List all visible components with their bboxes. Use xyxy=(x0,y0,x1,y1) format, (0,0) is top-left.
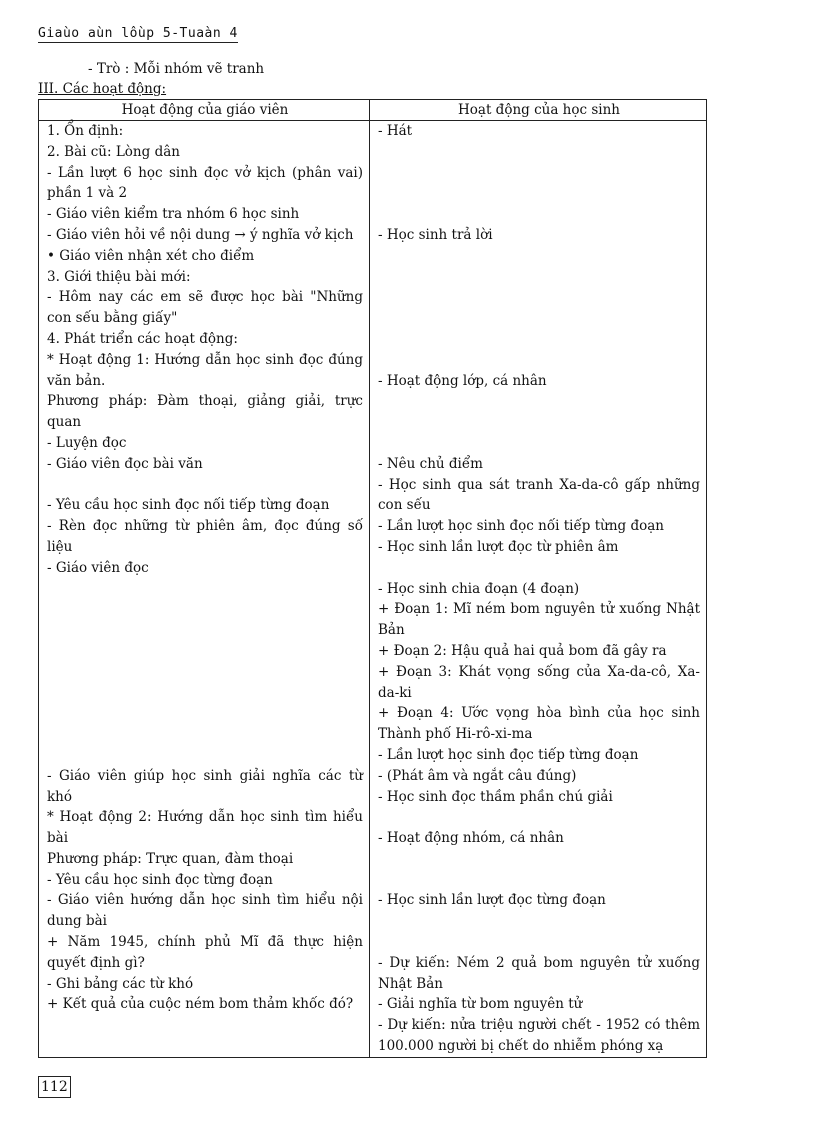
teacher-item: - Giáo viên đọc bài văn xyxy=(47,455,203,472)
section-title: III. Các hoạt động: xyxy=(38,81,167,97)
student-item: - Lần lượt học sinh đọc nối tiếp từng đoạn xyxy=(378,518,664,535)
student-item: - Hoạt động nhóm, cá nhân xyxy=(378,830,564,847)
spacer xyxy=(378,142,700,163)
step-3: 3. Giới thiệu bài mới: xyxy=(47,268,191,285)
table-header-row xyxy=(39,100,707,121)
student-item: - Nêu chủ điểm xyxy=(378,455,483,472)
student-item: - Học sinh trả lời xyxy=(378,226,493,243)
student-activities-cell xyxy=(370,121,707,1058)
spacer xyxy=(47,745,363,766)
spacer xyxy=(378,391,700,412)
teacher-item: - Giáo viên kiểm tra nhóm 6 học sinh xyxy=(47,206,300,223)
student-item: + Đoạn 4: Ước vọng hòa bình của học sinh Thành phố Hi-rô-xi-ma xyxy=(378,705,700,743)
student-item: - (Phát âm và ngắt câu đúng) xyxy=(378,767,577,784)
spacer xyxy=(378,350,700,371)
page-header: Giaùo aùn lôùp 5-Tuaàn 4 xyxy=(38,26,238,41)
spacer xyxy=(378,870,700,891)
spacer xyxy=(378,183,700,204)
spacer xyxy=(47,599,363,620)
teacher-item: Phương pháp: Đàm thoại, giảng giải, trực quan xyxy=(47,393,363,431)
teacher-item: + Kết quả của cuộc ném bom thảm khốc đó? xyxy=(47,996,354,1013)
student-item: - Giải nghĩa từ bom nguyên tử xyxy=(378,996,583,1013)
student-item: - Học sinh đọc thầm phần chú giải xyxy=(378,788,613,805)
teacher-item: - Yêu cầu học sinh đọc nối tiếp từng đoạn xyxy=(47,497,330,514)
student-item: - Học sinh chia đoạn (4 đoạn) xyxy=(378,580,580,597)
student-item: - Học sinh qua sát tranh Xa-da-cô gấp những con sếu xyxy=(378,476,700,514)
student-item: - Hoạt động lớp, cá nhân xyxy=(378,372,547,389)
spacer xyxy=(47,683,363,704)
teacher-item: - Yêu cầu học sinh đọc từng đoạn xyxy=(47,871,273,888)
spacer xyxy=(47,703,363,724)
preparation-line: - Trò : Mỗi nhóm vẽ tranh xyxy=(88,61,265,77)
teacher-item: • Giáo viên nhận xét cho điểm xyxy=(47,247,255,264)
student-item: - Dự kiến: Ném 2 quả bom nguyên tử xuống Nhật Bản xyxy=(378,954,700,992)
spacer xyxy=(47,662,363,683)
step-1 xyxy=(47,121,363,142)
spacer xyxy=(47,620,363,641)
teacher-item: - Giáo viên hỏi về nội dung → ý nghĩa vở kịch xyxy=(47,226,354,243)
spacer xyxy=(378,163,700,184)
activities-table xyxy=(38,99,707,1058)
spacer xyxy=(378,267,700,288)
student-item: - Dự kiến: nửa triệu người chết - 1952 có thêm 100.000 người bị chết do nhiễm phóng xạ xyxy=(378,1017,700,1055)
teacher-activities-cell xyxy=(39,121,370,1058)
student-item: - Học sinh lần lượt đọc từng đoạn xyxy=(378,892,606,909)
spacer xyxy=(378,849,700,870)
student-column-header: Hoạt động của học sinh xyxy=(370,100,707,121)
student-item: - Hát xyxy=(378,123,413,139)
student-item: + Đoạn 2: Hậu quả hai quả bom đã gây ra xyxy=(378,642,667,659)
spacer xyxy=(378,932,700,953)
teacher-column-header: Hoạt động của giáo viên xyxy=(39,100,370,121)
teacher-item: * Hoạt động 2: Hướng dẫn học sinh tìm hiểu bài xyxy=(47,809,363,847)
teacher-item: - Ghi bảng các từ khó xyxy=(47,975,194,992)
teacher-item: - Luyện đọc xyxy=(47,434,127,451)
step-2: 2. Bài cũ: Lòng dân xyxy=(47,143,180,160)
teacher-item: - Lần lượt 6 học sinh đọc vở kịch (phân vai) phần 1 và 2 xyxy=(47,164,363,202)
student-item: + Đoạn 3: Khát vọng sống của Xa-da-cô, Xa-da-ki xyxy=(378,663,700,701)
spacer xyxy=(47,724,363,745)
step-4: 4. Phát triển các hoạt động: xyxy=(47,330,238,347)
student-item: - Học sinh lần lượt đọc từ phiên âm xyxy=(378,538,619,555)
teacher-item: Phương pháp: Trực quan, đàm thoại xyxy=(47,850,294,867)
table-body-row xyxy=(39,121,707,1058)
spacer xyxy=(378,308,700,329)
teacher-item: - Rèn đọc những từ phiên âm, đọc đúng số liệu xyxy=(47,518,363,555)
spacer xyxy=(47,475,363,496)
spacer xyxy=(378,246,700,267)
teacher-item: - Giáo viên đọc xyxy=(47,559,149,576)
spacer xyxy=(47,579,363,600)
spacer xyxy=(378,807,700,828)
student-item: + Đoạn 1: Mĩ ném bom nguyên tử xuống Nhật Bản xyxy=(378,601,700,639)
spacer xyxy=(378,287,700,308)
spacer xyxy=(47,641,363,662)
spacer xyxy=(378,911,700,932)
spacer xyxy=(378,433,700,454)
spacer xyxy=(378,329,700,350)
spacer xyxy=(378,412,700,433)
step-1-text: 1. Ổn định: xyxy=(47,123,124,139)
teacher-item: + Năm 1945, chính phủ Mĩ đã thực hiện quyết định gì? xyxy=(47,934,363,971)
teacher-item: - Giáo viên hướng dẫn học sinh tìm hiểu nội dung bài xyxy=(47,892,363,930)
teacher-item: * Hoạt động 1: Hướng dẫn học sinh đọc đúng văn bản. xyxy=(47,351,363,389)
spacer xyxy=(378,204,700,225)
page-number: 112 xyxy=(38,1076,71,1098)
teacher-item: - Hôm nay các em sẽ được học bài "Những con sếu bằng giấy" xyxy=(47,289,363,327)
teacher-item: - Giáo viên giúp học sinh giải nghĩa các từ khó xyxy=(47,767,363,805)
student-item: - Lần lượt học sinh đọc tiếp từng đoạn xyxy=(378,746,639,763)
spacer xyxy=(378,558,700,579)
